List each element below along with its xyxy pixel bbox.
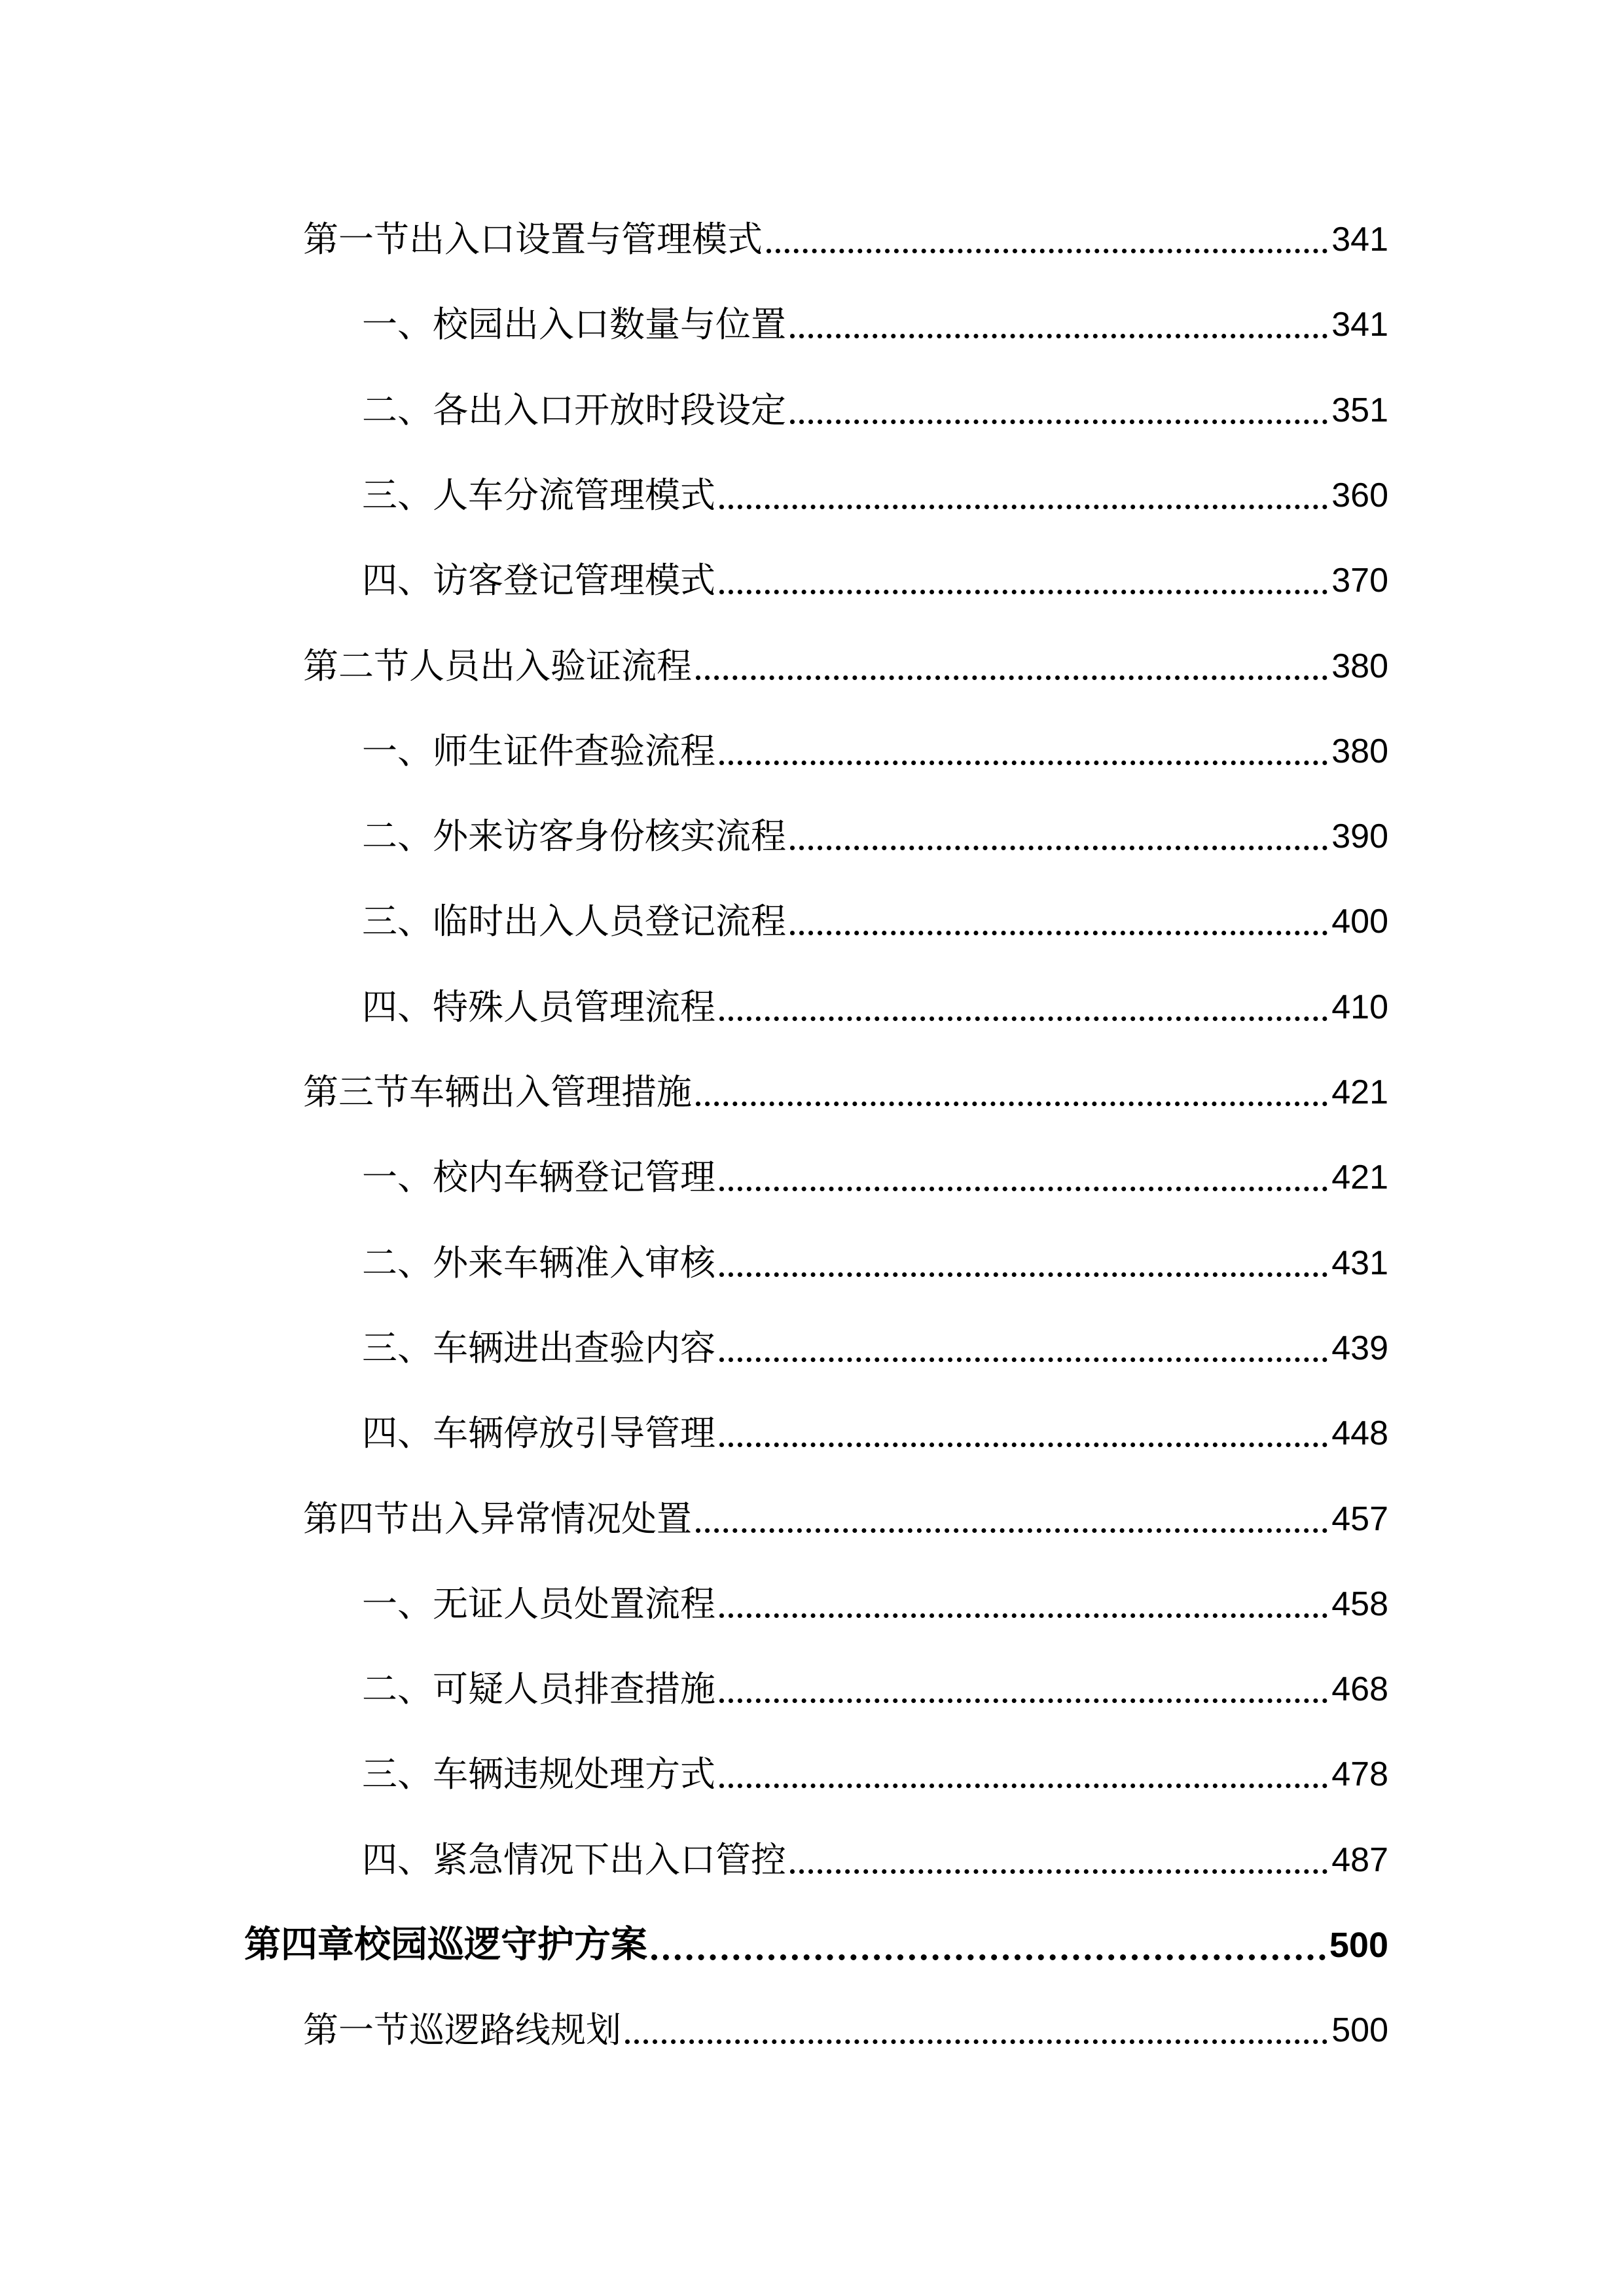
toc-entry-page-number: 478: [1327, 1742, 1388, 1807]
toc-entry[interactable]: [0, 1742, 1624, 1807]
toc-entry-page-number: 341: [1327, 207, 1388, 272]
toc-entry-title: 一、校内车辆登记管理: [362, 1145, 719, 1210]
toc-entry-page-number: 360: [1327, 463, 1388, 528]
toc-entry-page-number: 500: [1326, 1912, 1388, 1978]
toc-entry-title: 第三节车辆出入管理措施: [303, 1060, 696, 1125]
toc-dot-leader: [651, 1954, 1326, 1960]
toc-entry-page-number: 457: [1327, 1486, 1388, 1552]
toc-entry-title: 一、师生证件查验流程: [362, 719, 719, 784]
toc-entry-title: 二、各出入口开放时段设定: [362, 378, 790, 443]
toc-entry-title: 第四节出入异常情况处置: [303, 1486, 696, 1552]
toc-entry-page-number: 421: [1327, 1060, 1388, 1125]
toc-entry-page-number: 500: [1327, 1998, 1388, 2063]
toc-dot-leader: [719, 505, 1327, 509]
toc-entry[interactable]: [0, 1827, 1624, 1893]
toc-entry[interactable]: [0, 804, 1624, 869]
toc-entry[interactable]: [0, 1912, 1624, 1978]
toc-entry-page-number: 458: [1327, 1571, 1388, 1637]
toc-entry[interactable]: [0, 1316, 1624, 1381]
toc-entry-page-number: 390: [1327, 804, 1388, 869]
toc-entry-page-number: 439: [1327, 1316, 1388, 1381]
toc-entry[interactable]: [0, 889, 1624, 954]
toc-entry-title: 四、特殊人员管理流程: [362, 975, 719, 1040]
toc-entry[interactable]: [0, 1060, 1624, 1125]
toc-entry[interactable]: [0, 719, 1624, 784]
toc-dot-leader: [719, 590, 1327, 594]
toc-dot-leader: [719, 1613, 1327, 1618]
toc-entry-page-number: 370: [1327, 548, 1388, 613]
toc-entry-title: 四、访客登记管理模式: [362, 548, 719, 613]
toc-entry-page-number: 468: [1327, 1657, 1388, 1722]
toc-entry[interactable]: [0, 1571, 1624, 1637]
toc-entry-title: 三、车辆违规处理方式: [362, 1742, 719, 1807]
toc-entry-title: 二、外来车辆准入审核: [362, 1230, 719, 1296]
toc-dot-leader: [719, 1443, 1327, 1447]
toc-entry-page-number: 400: [1327, 889, 1388, 954]
toc-entry-page-number: 421: [1327, 1145, 1388, 1210]
toc-entry[interactable]: [0, 634, 1624, 699]
toc-entry[interactable]: [0, 207, 1624, 272]
toc-dot-leader: [719, 761, 1327, 765]
toc-entry[interactable]: [0, 1998, 1624, 2063]
toc-entry-page-number: 380: [1327, 634, 1388, 699]
toc-entry-title: 第四章校园巡逻守护方案: [244, 1912, 651, 1978]
toc-entry[interactable]: [0, 1657, 1624, 1722]
toc-dot-leader: [790, 420, 1327, 424]
toc-entry-page-number: 448: [1327, 1401, 1388, 1466]
toc-dot-leader: [767, 249, 1327, 253]
toc-entry-page-number: 487: [1327, 1827, 1388, 1893]
toc-dot-leader: [790, 1869, 1327, 1874]
toc-entry-title: 三、人车分流管理模式: [362, 463, 719, 528]
toc-dot-leader: [790, 334, 1327, 338]
toc-dot-leader: [719, 1187, 1327, 1191]
toc-dot-leader: [790, 846, 1327, 850]
toc-entry[interactable]: [0, 975, 1624, 1040]
toc-dot-leader: [719, 1698, 1327, 1703]
toc-dot-leader: [719, 1784, 1327, 1788]
toc-entry-title: 二、外来访客身份核实流程: [362, 804, 790, 869]
toc-entry-title: 三、车辆进出查验内容: [362, 1316, 719, 1381]
toc-dot-leader: [696, 675, 1327, 680]
toc-entry-title: 第二节人员出入验证流程: [303, 634, 696, 699]
toc-entry-title: 三、临时出入人员登记流程: [362, 889, 790, 954]
toc-entry-title: 四、车辆停放引导管理: [362, 1401, 719, 1466]
toc-dot-leader: [719, 1272, 1327, 1277]
toc-entry-title: 第一节巡逻路线规划: [303, 1998, 625, 2063]
toc-entry-title: 一、校园出入口数量与位置: [362, 292, 790, 357]
toc-entry-page-number: 431: [1327, 1230, 1388, 1296]
toc-dot-leader: [696, 1528, 1327, 1533]
toc-dot-leader: [696, 1102, 1327, 1106]
toc-entry-title: 四、紧急情况下出入口管控: [362, 1827, 790, 1893]
toc-entry-page-number: 410: [1327, 975, 1388, 1040]
toc-entry-title: 第一节出入口设置与管理模式: [303, 207, 767, 272]
toc-entry[interactable]: [0, 1145, 1624, 1210]
toc-dot-leader: [625, 2039, 1327, 2044]
toc-entry[interactable]: [0, 463, 1624, 528]
toc-entry-title: 二、可疑人员排查措施: [362, 1657, 719, 1722]
toc-entry[interactable]: [0, 1486, 1624, 1552]
toc-entry-title: 一、无证人员处置流程: [362, 1571, 719, 1637]
toc-entry-page-number: 351: [1327, 378, 1388, 443]
toc-dot-leader: [719, 1016, 1327, 1021]
toc-entry[interactable]: [0, 1230, 1624, 1296]
toc-entry-page-number: 380: [1327, 719, 1388, 784]
toc-entry[interactable]: [0, 1401, 1624, 1466]
toc-entry[interactable]: [0, 292, 1624, 357]
toc-entry[interactable]: [0, 548, 1624, 613]
toc-dot-leader: [719, 1357, 1327, 1362]
toc-entry-page-number: 341: [1327, 292, 1388, 357]
toc-dot-leader: [790, 931, 1327, 935]
toc-entry[interactable]: [0, 378, 1624, 443]
